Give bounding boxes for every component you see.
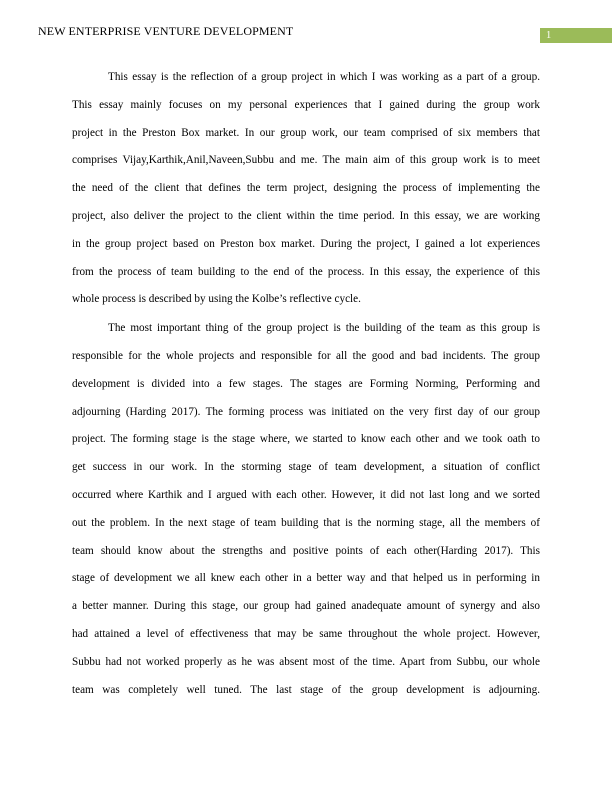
text-line: team should know about the strengths and positive points of each other(Harding 2017). This <box>72 544 540 557</box>
text-line: project in the Preston Box market. In our group work, our team comprised of six members that <box>72 126 540 139</box>
text-line: the need of the client that defines the term project, designing the process of implementing the <box>72 182 540 195</box>
text-line: stage of development we all knew each other in a better way and that helped us in performing in <box>72 572 540 585</box>
text-line: comprises Vijay,Karthik,Anil,Naveen,Subbu and me. The main aim of this group work is to meet <box>72 154 540 167</box>
text-line: The most important thing of the group project is the building of the team as this group is <box>108 322 540 335</box>
page-number-badge: 1 <box>540 28 612 43</box>
text-line: from the process of team building to the end of the process. In this essay, the experience of this <box>72 265 540 278</box>
text-line: whole process is described by using the Kolbe’s reflective cycle. <box>72 293 361 306</box>
text-line: Subbu had not worked properly as he was absent most of the time. Apart from Subbu, our whole <box>72 655 540 668</box>
paragraph-2 <box>72 315 540 704</box>
text-line: responsible for the whole projects and responsible for all the good and bad incidents. The group <box>72 349 540 362</box>
text-line: development is divided into a few stages. The stages are Forming Norming, Performing and <box>72 377 540 390</box>
document-body <box>72 64 540 704</box>
text-line: This essay is the reflection of a group project in which I was working as a part of a group. <box>108 71 540 83</box>
text-line: in the group project based on Preston box market. During the project, I gained a lot experiences <box>72 237 540 250</box>
text-line: adjourning (Harding 2017). The forming process was initiated on the very first day of our group <box>72 405 540 418</box>
text-line: had attained a level of effectiveness that may be same throughout the whole project. However, <box>72 627 540 640</box>
paragraph-1 <box>72 64 540 314</box>
text-line: out the problem. In the next stage of team building that is the norming stage, all the members of <box>72 516 540 529</box>
text-line: project. The forming stage is the stage where, we started to know each other and we took oath to <box>72 433 540 446</box>
text-line: project, also deliver the project to the client within the time period. In this essay, we are working <box>72 209 540 222</box>
running-header-title: NEW ENTERPRISE VENTURE DEVELOPMENT <box>38 24 294 38</box>
text-line: get success in our work. In the storming stage of team development, a situation of conflict <box>72 461 540 474</box>
text-line: a better manner. During this stage, our group had gained anadequate amount of synergy and also <box>72 600 540 613</box>
text-line: occurred where Karthik and I argued with each other. However, it did not last long and we sorted <box>72 488 540 501</box>
text-line: This essay mainly focuses on my personal experiences that I gained during the group work <box>72 98 540 111</box>
text-line: team was completely well tuned. The last stage of the group development is adjourning. <box>72 683 540 696</box>
